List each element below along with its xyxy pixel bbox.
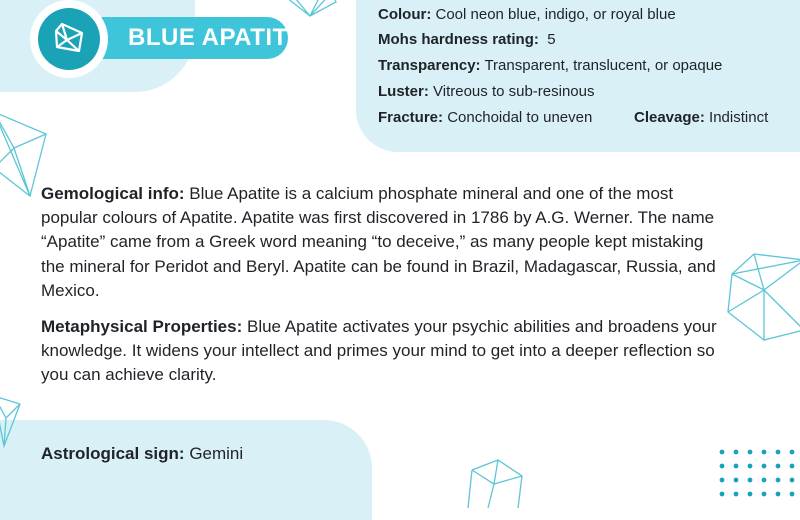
dot (748, 478, 753, 483)
dot (776, 492, 781, 497)
crystal-outline-icon (464, 458, 526, 508)
description (41, 182, 731, 388)
logo (30, 0, 108, 78)
property-fracture: Fracture: Conchoidal to uneven (378, 109, 593, 126)
dot-grid-decoration (718, 448, 800, 507)
dot (762, 492, 767, 497)
dot (762, 478, 767, 483)
dot (776, 478, 781, 483)
dot (720, 478, 725, 483)
dot (734, 478, 739, 483)
dot (720, 464, 725, 469)
property-luster: Luster: Vitreous to sub-resinous (378, 83, 595, 100)
property-hardness: Mohs hardness rating: 5 (378, 31, 556, 48)
dot (762, 464, 767, 469)
page-title: BLUE APATITE (128, 24, 305, 51)
property-transparency: Transparency: Transparent, translucent, or opaque (378, 57, 723, 74)
dot (720, 492, 725, 497)
dot (762, 450, 767, 455)
dot (748, 464, 753, 469)
crystal-outline-icon (0, 390, 26, 450)
dot (734, 492, 739, 497)
dot (734, 450, 739, 455)
dot (790, 492, 795, 497)
crystal-outline-icon (724, 250, 800, 342)
dot (734, 464, 739, 469)
dot (776, 450, 781, 455)
gem-icon (52, 21, 86, 55)
gemological-info: Gemological info: Blue Apatite is a calcium phosphate mineral and one of the most popular colours of Apatite. Apatite was first discovered in 1786 by A.G. Werner. The name “Apatite” came from a Greek word meaning “to deceive,” as many people kept mistaking the mineral for Peridot and Beryl. Apatite can be found in Brazil, Madagascar, Russia, and Mexico. (41, 184, 716, 300)
dot (790, 478, 795, 483)
property-cleavage: Cleavage: Indistinct (634, 109, 769, 126)
dot (790, 450, 795, 455)
background-panel-bottom-left (0, 420, 372, 520)
dot (776, 464, 781, 469)
dot-grid-icon (718, 448, 800, 502)
dot (748, 492, 753, 497)
astrological-sign: Astrological sign: Gemini (41, 444, 244, 463)
dot (748, 450, 753, 455)
dot (720, 450, 725, 455)
dot (790, 464, 795, 469)
metaphysical-properties: Metaphysical Properties: Blue Apatite activates your psychic abilities and broadens your knowledge. It widens your intellect and primes your mind to get into a deeper reflection so you can achieve clarity. (41, 317, 717, 385)
property-colour: Colour: Cool neon blue, indigo, or royal blue (378, 6, 676, 23)
